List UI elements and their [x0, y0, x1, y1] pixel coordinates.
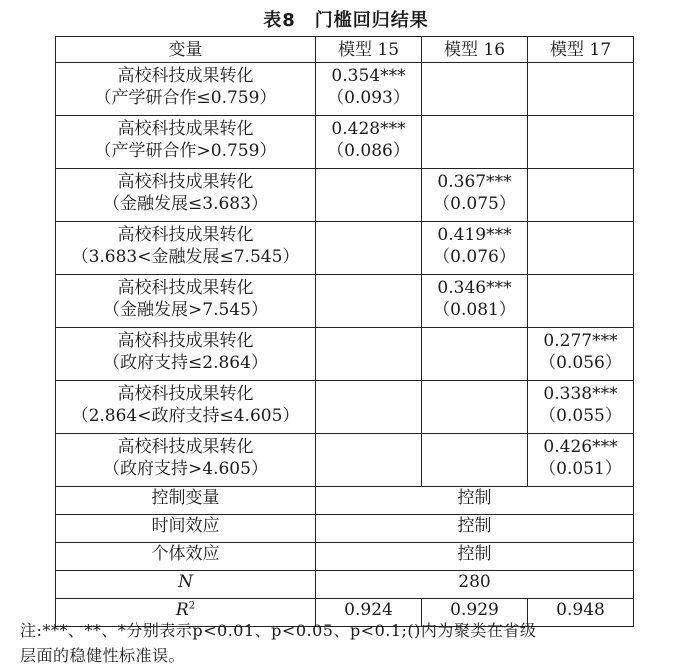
header-row: [56, 37, 634, 63]
variable-condition: （3.683<金融发展≤7.545）: [71, 247, 300, 267]
model-15-cell: [316, 169, 422, 222]
model-17-cell: [528, 434, 634, 487]
table-row: [56, 328, 634, 381]
variable-condition: （产学研合作>0.759）: [94, 141, 277, 161]
individual-effect-label: 个体效应: [56, 543, 316, 571]
table-row: [56, 222, 634, 275]
variable-name: 高校科技成果转化: [117, 437, 254, 457]
model-16-cell: [422, 63, 528, 116]
model-15-cell: [316, 222, 422, 275]
table-row: [56, 434, 634, 487]
model-16-cell: [422, 275, 528, 328]
individual-effect-value: 控制: [316, 543, 634, 571]
model-17-cell: [528, 381, 634, 434]
coefficient: 0.346***: [437, 278, 512, 298]
variable-cell: [56, 63, 316, 116]
variable-condition: （产学研合作≤0.759）: [94, 88, 277, 108]
n-label: N: [56, 571, 316, 599]
table-note: [20, 618, 680, 668]
model-17-cell: [528, 275, 634, 328]
header-model-16: 模型 16: [422, 37, 528, 63]
individual-effect-row: [56, 543, 634, 571]
standard-error: （0.075）: [433, 194, 516, 214]
r2-label: R: [175, 600, 189, 620]
n-row: [56, 571, 634, 599]
table-title: 表8 门槛回归结果: [263, 10, 429, 31]
coefficient: 0.419***: [437, 225, 512, 245]
table-row: [56, 116, 634, 169]
variable-name: 高校科技成果转化: [117, 278, 254, 298]
variable-name: 高校科技成果转化: [117, 172, 254, 192]
variable-cell: [56, 222, 316, 275]
variable-name: 高校科技成果转化: [117, 66, 254, 86]
model-16-cell: [422, 381, 528, 434]
variable-cell: [56, 381, 316, 434]
time-effect-label: 时间效应: [56, 515, 316, 543]
variable-condition: （金融发展>7.545）: [103, 300, 268, 320]
coefficient: 0.338***: [543, 384, 618, 404]
model-17-cell: [528, 116, 634, 169]
threshold-regression-table: [55, 36, 634, 627]
variable-condition: （政府支持≤2.864）: [103, 353, 268, 373]
control-label: 控制变量: [56, 487, 316, 515]
variable-condition: （2.864<政府支持≤4.605）: [71, 406, 300, 426]
variable-cell: [56, 116, 316, 169]
variable-cell: [56, 328, 316, 381]
header-model-15: 模型 15: [316, 37, 422, 63]
standard-error: （0.055）: [539, 406, 622, 426]
model-15-cell: [316, 63, 422, 116]
model-15-cell: [316, 275, 422, 328]
variable-condition: （金融发展≤3.683）: [103, 194, 268, 214]
r2-model-15: 0.924: [316, 599, 422, 627]
standard-error: （0.051）: [539, 459, 622, 479]
model-15-cell: [316, 328, 422, 381]
model-16-cell: [422, 169, 528, 222]
coefficient: 0.367***: [437, 172, 512, 192]
model-15-cell: [316, 434, 422, 487]
standard-error: （0.086）: [327, 141, 410, 161]
control-row: [56, 487, 634, 515]
model-15-cell: [316, 116, 422, 169]
table-row: [56, 275, 634, 328]
model-15-cell: [316, 381, 422, 434]
variable-name: 高校科技成果转化: [117, 384, 254, 404]
table-row: [56, 381, 634, 434]
time-effect-value: 控制: [316, 515, 634, 543]
n-value: 280: [316, 571, 634, 599]
variable-name: 高校科技成果转化: [117, 225, 254, 245]
time-effect-row: [56, 515, 634, 543]
variable-name: 高校科技成果转化: [117, 331, 254, 351]
variable-cell: [56, 434, 316, 487]
standard-error: （0.081）: [433, 300, 516, 320]
model-17-cell: [528, 328, 634, 381]
variable-name: 高校科技成果转化: [117, 119, 254, 139]
model-16-cell: [422, 434, 528, 487]
variable-cell: [56, 169, 316, 222]
coefficient: 0.428***: [331, 119, 406, 139]
model-17-cell: [528, 63, 634, 116]
model-17-cell: [528, 169, 634, 222]
variable-cell: [56, 275, 316, 328]
model-16-cell: [422, 116, 528, 169]
model-16-cell: [422, 328, 528, 381]
header-variable: 变量: [56, 37, 316, 63]
r2-label-superscript: 2: [188, 600, 196, 612]
coefficient: 0.277***: [543, 331, 618, 351]
r2-model-17: 0.948: [528, 599, 634, 627]
model-16-cell: [422, 222, 528, 275]
control-value: 控制: [316, 487, 634, 515]
note-line-1: 注:***、**、*分别表示p<0.01、p<0.05、p<0.1;()内为聚类在省级: [20, 621, 537, 640]
r2-model-16: 0.929: [422, 599, 528, 627]
variable-condition: （政府支持>4.605）: [103, 459, 268, 479]
note-line-2: 层面的稳健性标准误。: [20, 646, 186, 665]
standard-error: （0.056）: [539, 353, 622, 373]
coefficient: 0.354***: [331, 66, 406, 86]
table-row: [56, 63, 634, 116]
standard-error: （0.093）: [327, 88, 410, 108]
standard-error: （0.076）: [433, 247, 516, 267]
model-17-cell: [528, 222, 634, 275]
header-model-17: 模型 17: [528, 37, 634, 63]
table-row: [56, 169, 634, 222]
coefficient: 0.426***: [543, 437, 618, 457]
